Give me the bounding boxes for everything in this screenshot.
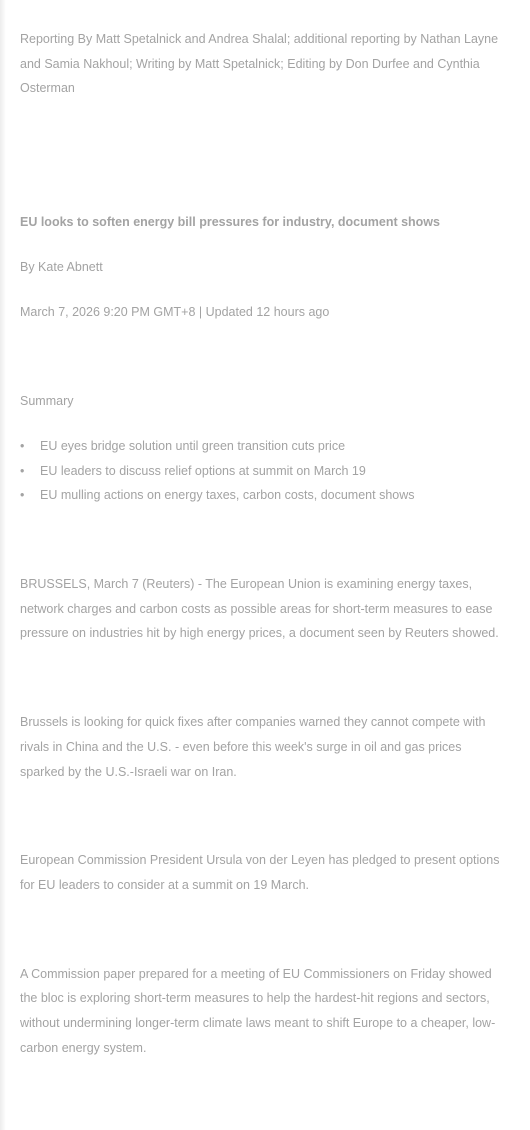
article-paragraph: Brussels is looking for quick fixes after companies warned they cannot compete with rivals in China and the U.S. - even before this week's surge in oil and gas prices sparked by the U.S.-Israeli war on Iran. — [20, 715, 486, 779]
article-paragraph: A Commission paper prepared for a meeting of EU Commissioners on Friday showed the bloc is exploring short-term measures to help the hardest-hit regions and sectors, without undermining longer-term climate laws meant to shift Europe to a cheaper, low-carbon energy system. — [20, 966, 496, 1055]
article-byline: By Kate Abnett — [20, 259, 103, 274]
summary-label: Summary — [20, 394, 74, 409]
summary-item: • EU leaders to discuss relief options at summit on March 19 — [20, 459, 505, 484]
article-paragraph: BRUSSELS, March 7 (Reuters) - The European Union is examining energy taxes, network charges and carbon costs as possible areas for short-term measures to ease pressure on industries hit by high energy prices, a document seen by Reuters showed. — [20, 577, 499, 641]
article-paragraph: European Commission President Ursula von der Leyen has pledged to present options for EU leaders to consider at a summit on 19 March. — [20, 853, 500, 892]
page-left-shadow — [0, 0, 6, 1130]
article-content — [20, 27, 505, 1124]
article-dateline: March 7, 2026 9:20 PM GMT+8 | Updated 12 hours ago — [20, 304, 330, 319]
article-headline: EU looks to soften energy bill pressures for industry, document shows — [20, 215, 440, 230]
summary-item: • EU eyes bridge solution until green transition cuts price — [20, 434, 505, 459]
previous-article-credits: Reporting By Matt Spetalnick and Andrea Shalal; additional reporting by Nathan Layne and Samia Nakhoul; Writing by Matt Spetalnick; Editing by Don Durfee and Cynthia Osterman — [20, 32, 499, 96]
summary-item: • EU mulling actions on energy taxes, carbon costs, document shows — [20, 483, 505, 508]
summary-list — [20, 434, 505, 508]
